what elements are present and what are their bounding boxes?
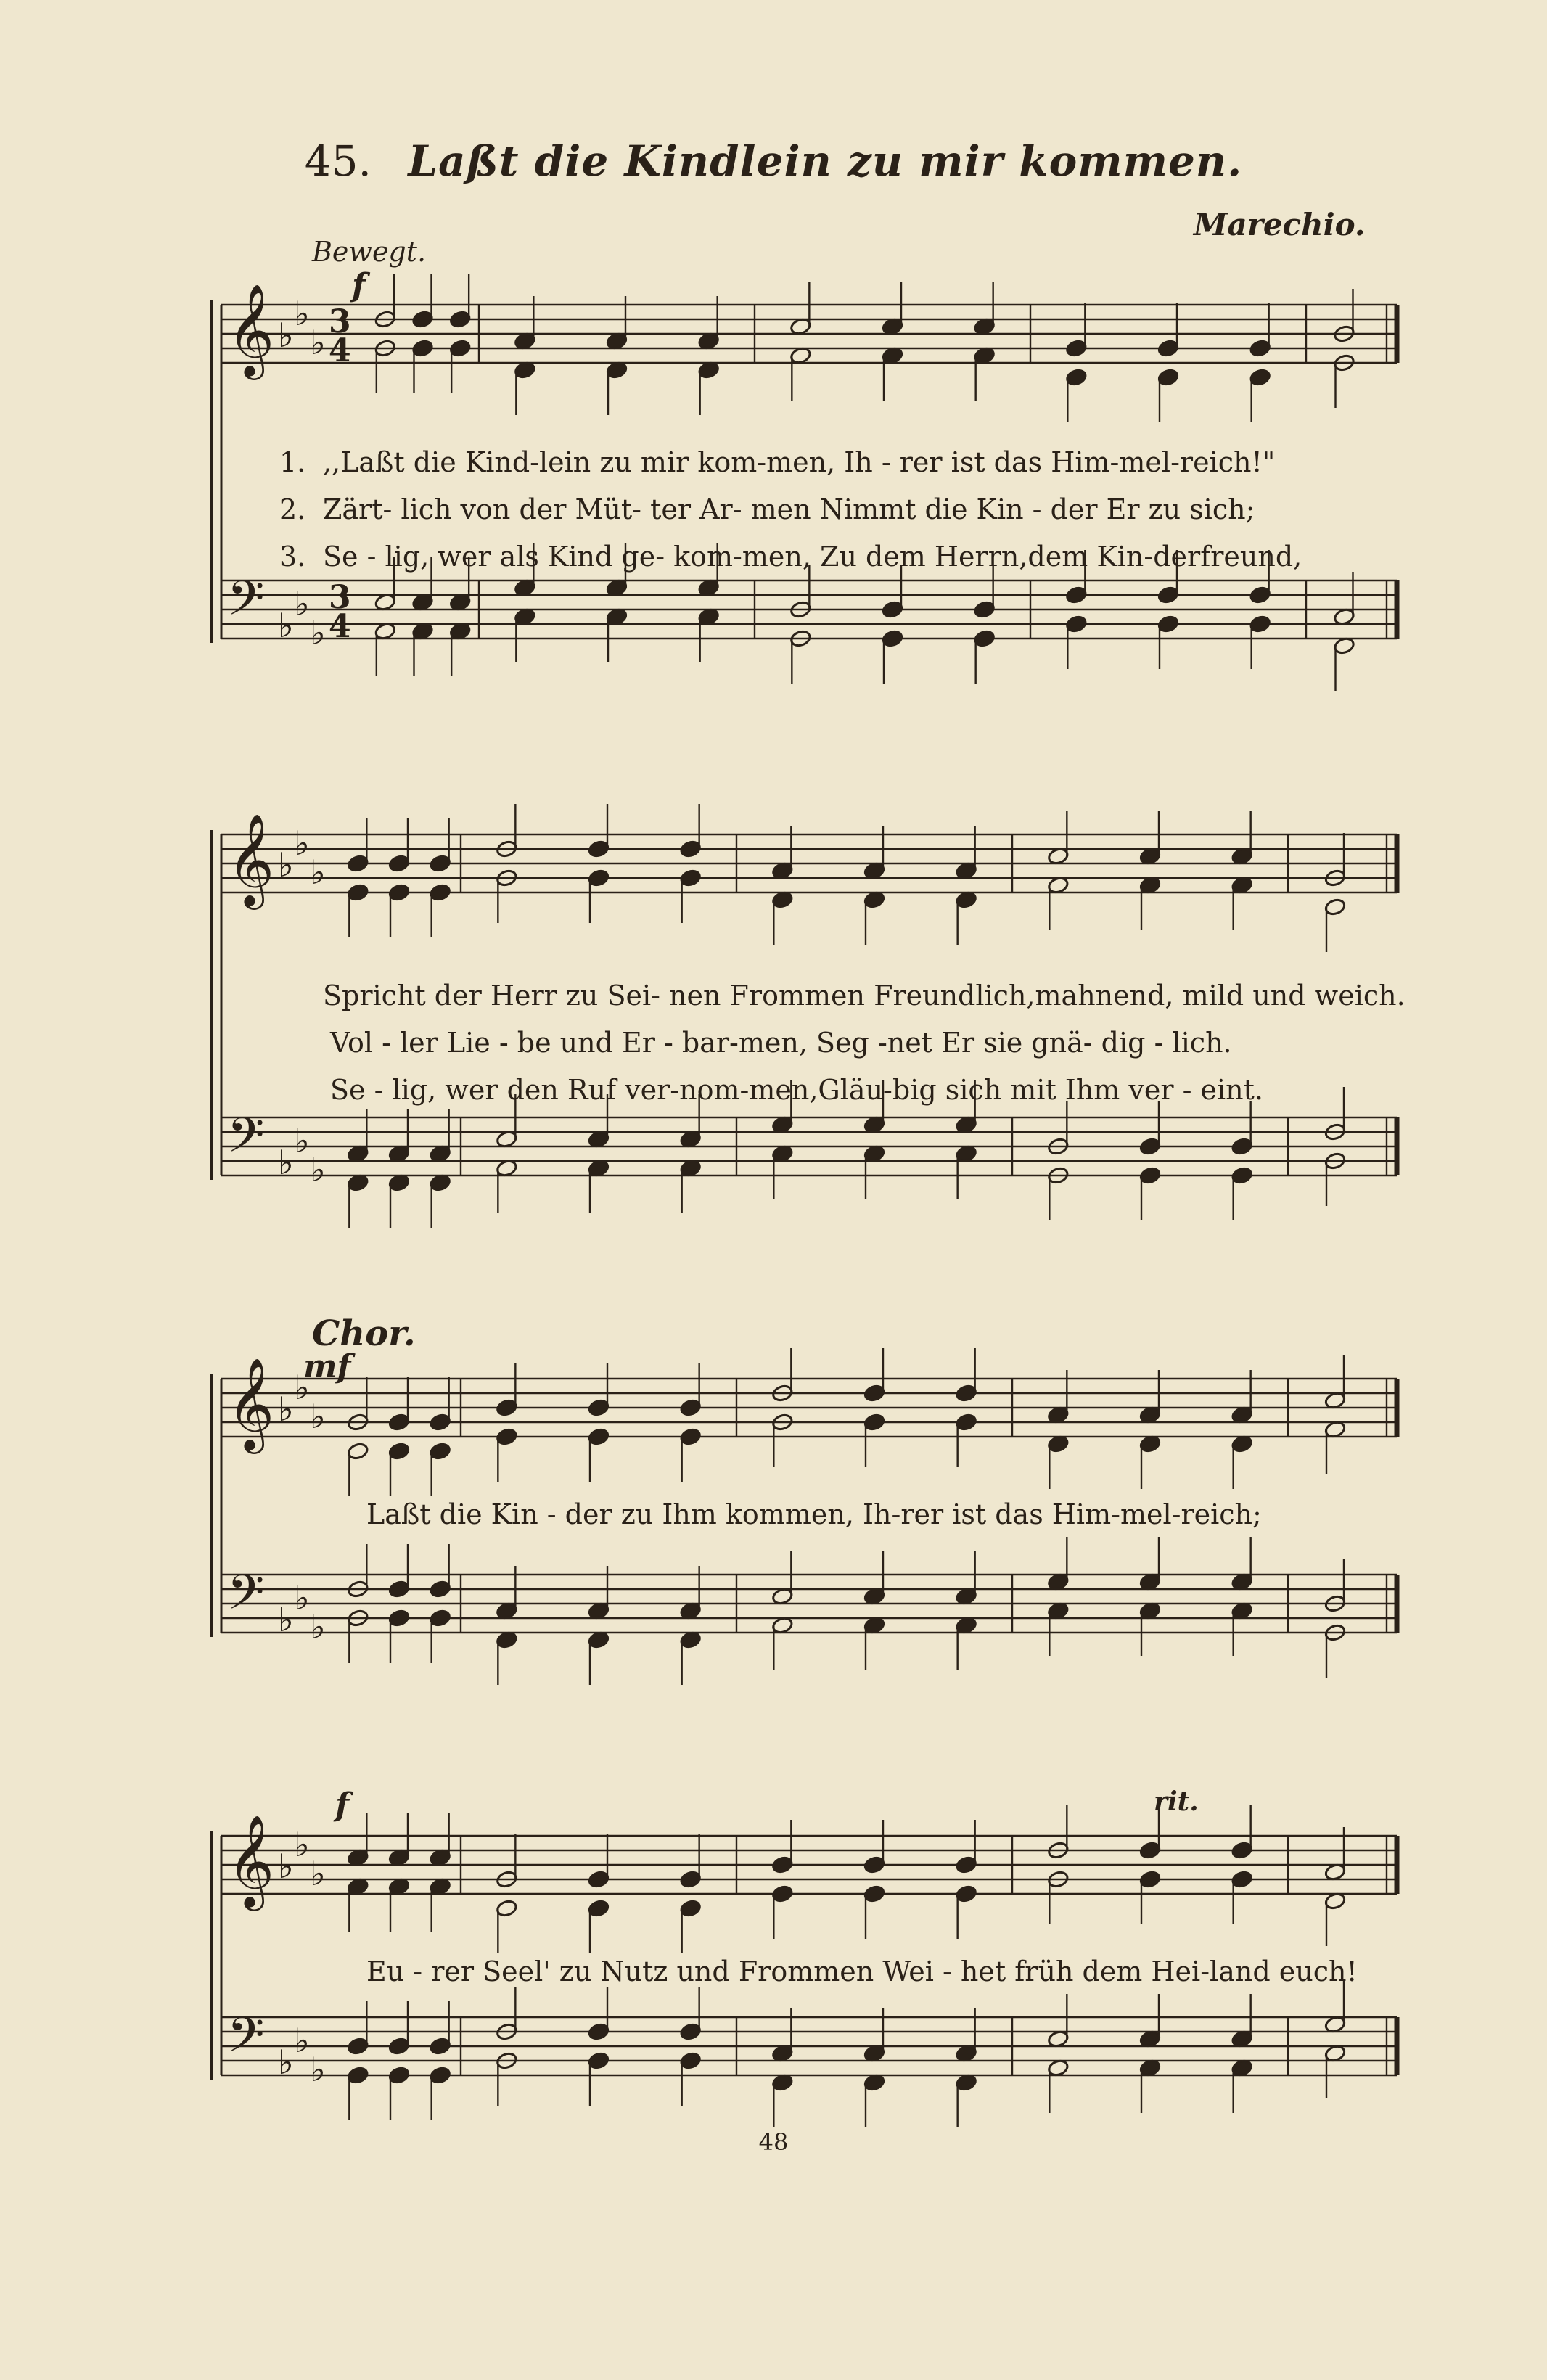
note-head [347,1442,369,1461]
note-head [882,600,904,619]
lyric-verse3-line2: Se - lig, wer den Ruf ver-nom-men,Gläu-big sich mit Ihm ver - eint. [330,1074,1263,1106]
note-head [1139,1166,1162,1185]
key-flat: ♭ [294,1578,310,1617]
hymn-number: 45. [304,136,372,186]
key-flat: ♭ [310,1150,326,1189]
lyric-chorus-line2: Eu - rer Seel' zu Nutz und Frommen Wei - het früh dem Hei-land euch! [366,1956,1358,1987]
note-head [429,1580,451,1599]
note-head [388,854,411,873]
note-head [1157,368,1180,387]
note-head [388,1442,411,1461]
note-head [679,869,702,887]
lyric-verse2-line2: Vol - ler Lie - be und Er - bar-men, Seg -net Er sie gnä- dig - lich. [330,1027,1232,1059]
note-head [679,840,702,858]
note-head [1231,1841,1253,1860]
time-signature: 3 [329,579,351,616]
note-head [411,339,434,358]
note-head [1157,615,1180,633]
note-head [1065,339,1088,358]
note-head [1139,1841,1162,1860]
note-head [955,1884,977,1903]
note-head [1249,339,1271,358]
key-flat: ♭ [278,1143,294,1182]
note-head [388,2066,411,2085]
key-flat: ♭ [278,1390,294,1429]
key-flat: ♭ [294,1368,310,1407]
note-head [588,869,610,887]
note-head [588,1398,610,1417]
time-signature: 3 [329,303,351,340]
note-head [588,1870,610,1889]
bass-clef: 𝄢 [227,1564,265,1632]
note-head [1065,615,1088,633]
hymn-title-text: Laßt die Kindlein zu mir kommen. [408,136,1243,186]
note-head [1157,339,1180,358]
treble-clef: 𝄞 [227,1357,275,1450]
note-head [1139,1137,1162,1156]
note-head [588,1899,610,1918]
note-head [679,1870,702,1889]
note-head [955,1855,977,1874]
bass-clef: 𝄢 [227,570,265,638]
time-signature: 4 [329,332,351,369]
treble-clef: 𝄞 [227,283,275,376]
key-flat: ♭ [278,845,294,885]
note-head [1065,368,1088,387]
key-flat: ♭ [310,853,326,892]
note-head [496,1427,518,1446]
note-head [771,1884,794,1903]
note-head [863,1384,886,1403]
key-flat: ♭ [310,1397,326,1436]
key-flat: ♭ [310,1607,326,1646]
staff-systems [211,274,1397,2127]
bass-clef: 𝄢 [227,2007,265,2075]
ritardando-marking: rit. [1154,1786,1199,1817]
note-head [429,2066,451,2085]
key-flat: ♭ [310,613,326,652]
note-head [388,1413,411,1432]
lyric-chorus-line1: Laßt die Kin - der zu Ihm kommen, Ih-rer ist das Him-mel-reich; [366,1498,1262,1530]
key-flat: ♭ [294,1825,310,1864]
note-head [588,2051,610,2070]
lyric-verse2-line1: 2. Zärt- lich von der Müt- ter Ar- men Nimmt die Kin - der Er zu sich; [279,493,1255,525]
key-flat: ♭ [294,824,310,863]
note-head [1231,1166,1253,1185]
dynamic-forte-1: f [352,267,366,304]
note-head [679,1398,702,1417]
note-head [1249,615,1271,633]
note-head [588,1427,610,1446]
note-head [771,1855,794,1874]
note-head [347,883,369,902]
key-flat: ♭ [278,606,294,645]
note-head [388,2037,411,2056]
key-flat: ♭ [294,584,310,623]
note-head [496,1899,518,1918]
note-head [679,2051,702,2070]
note-head [863,1855,886,1874]
note-head [496,1398,518,1417]
key-flat: ♭ [294,2021,310,2060]
note-head [882,629,904,648]
key-flat: ♭ [278,1600,294,1639]
note-head [1324,898,1347,916]
note-head [1157,586,1180,604]
tempo-marking: Bewegt. [312,236,427,268]
note-head [588,2022,610,2041]
note-head [679,1427,702,1446]
note-head [429,1413,451,1432]
key-flat: ♭ [278,316,294,355]
note-head [388,1609,411,1628]
note-head [429,883,451,902]
note-head [863,1413,886,1432]
page-number: 48 [758,2128,789,2156]
note-head [1139,1870,1162,1889]
bass-clef: 𝄢 [227,1107,265,1175]
lyric-verse3-line1: 3. Se - lig, wer als Kind ge- kom-men, Zu dem Herrn,dem Kin-derfreund, [279,541,1302,573]
treble-clef: 𝄞 [227,1814,275,1907]
note-head [429,1609,451,1628]
note-head [1249,586,1271,604]
note-head [588,840,610,858]
key-flat: ♭ [310,2050,326,2089]
treble-clef: 𝄞 [227,813,275,906]
key-flat: ♭ [310,323,326,362]
note-head [973,600,996,619]
note-head [1231,1137,1253,1156]
key-flat: ♭ [294,1121,310,1160]
chorus-label: Chor. [312,1313,416,1354]
note-head [679,1899,702,1918]
tune-name: Marechio. [1194,207,1366,242]
note-head [411,310,434,329]
note-head [1249,368,1271,387]
lyric-verse1-line1: 1. ,,Laßt die Kind-lein zu mir kom-men, Ih - rer ist das Him-mel-reich!" [279,446,1276,478]
note-head [449,339,472,358]
note-head [973,629,996,648]
note-head [347,854,369,873]
time-signature: 4 [329,608,351,645]
note-head [863,1884,886,1903]
key-flat: ♭ [278,2043,294,2082]
note-head [1065,586,1088,604]
note-head [429,1442,451,1461]
note-head [679,2022,702,2041]
note-head [388,1580,411,1599]
key-flat: ♭ [278,1847,294,1886]
note-head [347,2037,369,2056]
note-head [449,310,472,329]
note-head [429,2037,451,2056]
note-head [429,854,451,873]
dynamic-mezzoforte: mf [303,1348,351,1385]
dynamic-forte-2: f [335,1786,349,1823]
note-head [1231,1870,1253,1889]
note-head [388,883,411,902]
key-flat: ♭ [294,294,310,333]
note-head [955,1384,977,1403]
note-head [955,1413,977,1432]
lyric-verse1-line2: Spricht der Herr zu Sei- nen Frommen Freundlich,mahnend, mild und weich. [323,980,1406,1012]
key-flat: ♭ [310,1854,326,1893]
note-head [347,2066,369,2085]
